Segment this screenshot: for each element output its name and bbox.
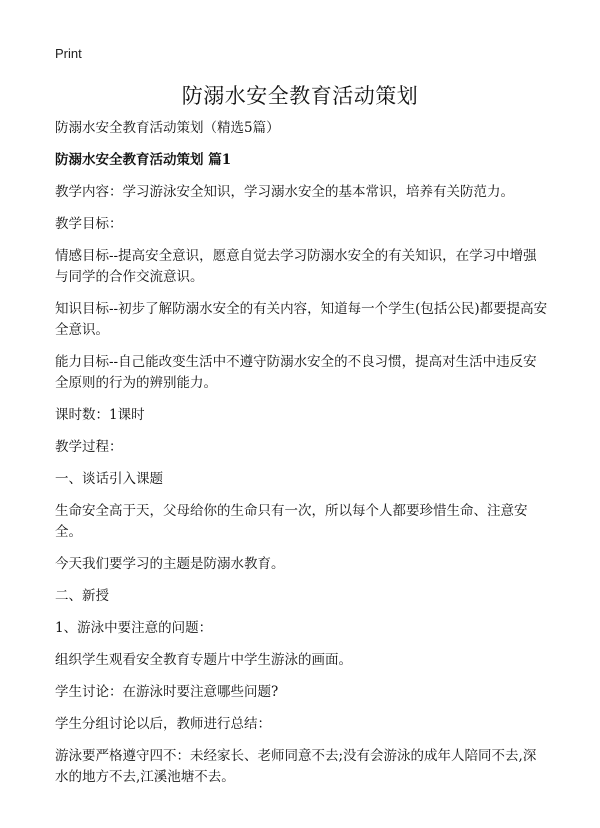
paragraph: 组织学生观看安全教育专题片中学生游泳的画面。 bbox=[55, 652, 352, 668]
paragraph: 能力目标--自己能改变生活中不遵守防溺水安全的不良习惯，提高对生活中违反安全原则的行为的辨别能力。 bbox=[55, 354, 537, 391]
paragraph: 学生分组讨论以后，教师进行总结： bbox=[55, 716, 271, 732]
subtitle: 防溺水安全教育活动策划（精选5篇） bbox=[55, 120, 280, 136]
paragraph: 二、新授 bbox=[55, 588, 109, 604]
paragraph: 游泳要严格遵守四不：未经家长、老师同意不去;没有会游泳的成年人陪同不去,深水的地方不去,江溪池塘不去。 bbox=[55, 748, 537, 785]
document-body bbox=[55, 118, 549, 799]
paragraph: 情感目标--提高安全意识，愿意自觉去学习防溺水安全的有关知识，在学习中增强与同学的合作交流意识。 bbox=[55, 248, 537, 285]
paragraph: 知识目标--初步了解防溺水安全的有关内容，知道每一个学生(包括公民)都要提高安全意识。 bbox=[55, 301, 548, 338]
paragraph: 教学内容：学习游泳安全知识，学习溺水安全的基本常识，培养有关防范力。 bbox=[55, 184, 514, 200]
document-title: 防溺水安全教育活动策划 bbox=[181, 84, 419, 108]
paragraph: 1、游泳中要注意的问题： bbox=[55, 620, 213, 636]
section-heading: 防溺水安全教育活动策划 篇1 bbox=[55, 152, 232, 168]
paragraph: 教学过程： bbox=[55, 439, 123, 455]
paragraph: 学生讨论：在游泳时要注意哪些问题? bbox=[55, 684, 279, 700]
print-label[interactable]: Print bbox=[55, 46, 82, 61]
paragraph: 教学目标： bbox=[55, 216, 123, 232]
paragraph: 生命安全高于天，父母给你的生命只有一次，所以每个人都要珍惜生命、注意安全。 bbox=[55, 503, 528, 540]
paragraph: 今天我们要学习的主题是防溺水教育。 bbox=[55, 556, 285, 572]
paragraph: 课时数：1课时 bbox=[55, 407, 145, 423]
paragraph: 一、谈话引入课题 bbox=[55, 471, 163, 487]
